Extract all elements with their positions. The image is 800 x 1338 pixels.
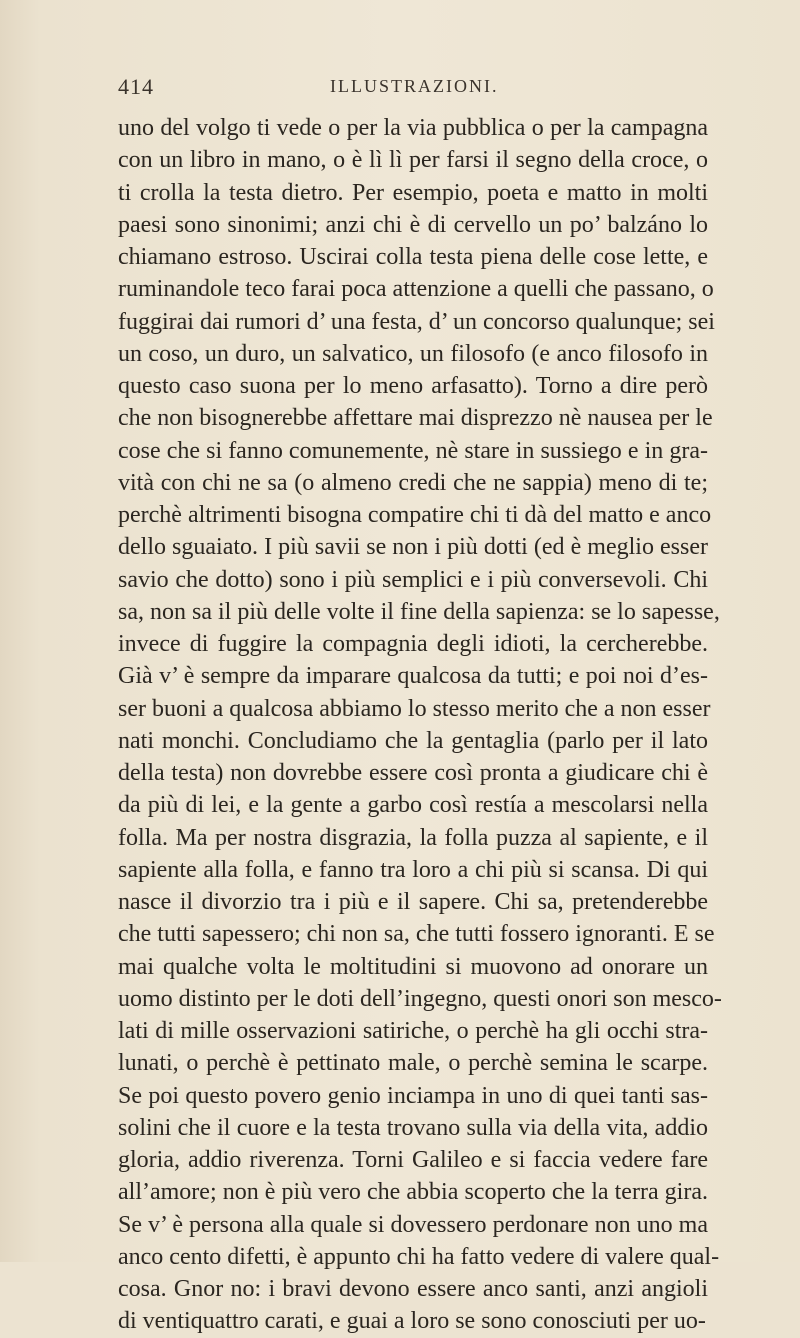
text-line: perchè altrimenti bisogna compatire chi ti dà del matto e anco bbox=[118, 502, 712, 528]
text-line: vità con chi ne sa (o almeno credi che ne sappia) meno di te; bbox=[118, 469, 708, 496]
text-line: uomo distinto per le doti dell’ingegno, questi onori son mesco- bbox=[118, 985, 722, 1012]
text-line: sa, non sa il più delle volte il fine della sapienza: se lo sapesse, bbox=[118, 598, 720, 625]
text-line: lunati, o perchè è pettinato male, o perchè semina le scarpe. bbox=[118, 1050, 708, 1077]
text-line: che tutti sapessero; chi non sa, che tutti fossero ignoranti. E se bbox=[118, 921, 715, 948]
text-line: lati di mille osservazioni satiriche, o perchè ha gli occhi stra- bbox=[118, 1018, 708, 1044]
text-line: Se v’ è persona alla quale si dovessero perdonare non uno ma bbox=[118, 1211, 708, 1238]
text-line: ti crolla la testa dietro. Per esempio, poeta e matto in molti bbox=[118, 179, 708, 206]
text-line: ruminandole teco farai poca attenzione a quelli che passano, o bbox=[118, 276, 714, 303]
text-line: savio che dotto) sono i più semplici e i più conversevoli. Chi bbox=[118, 566, 708, 593]
text-line: Se poi questo povero genio inciampa in uno di quei tanti sas- bbox=[118, 1082, 708, 1109]
text-line: di ventiquattro carati, e guai a loro se sono conosciuti per uo- bbox=[118, 1308, 706, 1335]
text-line: invece di fuggire la compagnia degli idioti, la cercherebbe. bbox=[118, 631, 708, 657]
text-line: all’amore; non è più vero che abbia scoperto che la terra gira. bbox=[118, 1179, 708, 1206]
text-line: mai qualche volta le moltitudini si muovono ad onorare un bbox=[118, 953, 708, 980]
body-text bbox=[118, 112, 722, 1338]
text-line: paesi sono sinonimi; anzi chi è di cervello un po’ balzáno lo bbox=[118, 211, 708, 238]
text-line: da più di lei, e la gente a garbo così restía a mescolarsi nella bbox=[118, 792, 708, 819]
text-line: fuggirai dai rumori d’ una festa, d’ un concorso qualunque; sei bbox=[118, 308, 715, 335]
text-line: nati monchi. Concludiamo che la gentaglia (parlo per il lato bbox=[118, 727, 708, 754]
text-line: gloria, addio riverenza. Torni Galileo e si faccia vedere fare bbox=[118, 1147, 708, 1173]
text-line: Già v’ è sempre da imparare qualcosa da tutti; e poi noi d’es- bbox=[118, 663, 708, 690]
running-head: ILLUSTRAZIONI. bbox=[330, 76, 499, 96]
text-line: chiamano estroso. Uscirai colla testa piena delle cose lette, e bbox=[118, 244, 708, 270]
text-line: uno del volgo ti vede o per la via pubblica o per la campagna bbox=[118, 115, 708, 141]
page-number: 414 bbox=[118, 74, 154, 99]
text-line: questo caso suona per lo meno arfasatto). Torno a dire però bbox=[118, 373, 708, 399]
text-line: cosa. Gnor no: i bravi devono essere anco santi, anzi angioli bbox=[118, 1276, 708, 1302]
text-line: che non bisognerebbe affettare mai disprezzo nè nausea per le bbox=[118, 405, 713, 432]
text-line: della testa) non dovrebbe essere così pronta a giudicare chi è bbox=[118, 760, 708, 786]
text-line: con un libro in mano, o è lì lì per farsi il segno della croce, o bbox=[118, 147, 708, 174]
text-line: un coso, un duro, un salvatico, un filosofo (e anco filosofo in bbox=[118, 340, 708, 367]
page-header bbox=[118, 74, 718, 98]
text-line: anco cento difetti, è appunto chi ha fatto vedere di valere qual- bbox=[118, 1243, 720, 1270]
text-line: sapiente alla folla, e fanno tra loro a chi più si scansa. Di qui bbox=[118, 856, 708, 883]
text-line: folla. Ma per nostra disgrazia, la folla puzza al sapiente, e il bbox=[118, 824, 708, 851]
text-line: ser buoni a qualcosa abbiamo lo stesso merito che a non esser bbox=[118, 695, 711, 722]
text-line: cose che si fanno comunemente, nè stare in sussiego e in gra- bbox=[118, 437, 708, 464]
text-line: nasce il divorzio tra i più e il sapere. Chi sa, pretenderebbe bbox=[118, 889, 708, 915]
text-line: solini che il cuore e la testa trovano sulla via della vita, addio bbox=[118, 1114, 708, 1141]
text-line: dello sguaiato. I più savii se non i più dotti (ed è meglio esser bbox=[118, 534, 708, 561]
